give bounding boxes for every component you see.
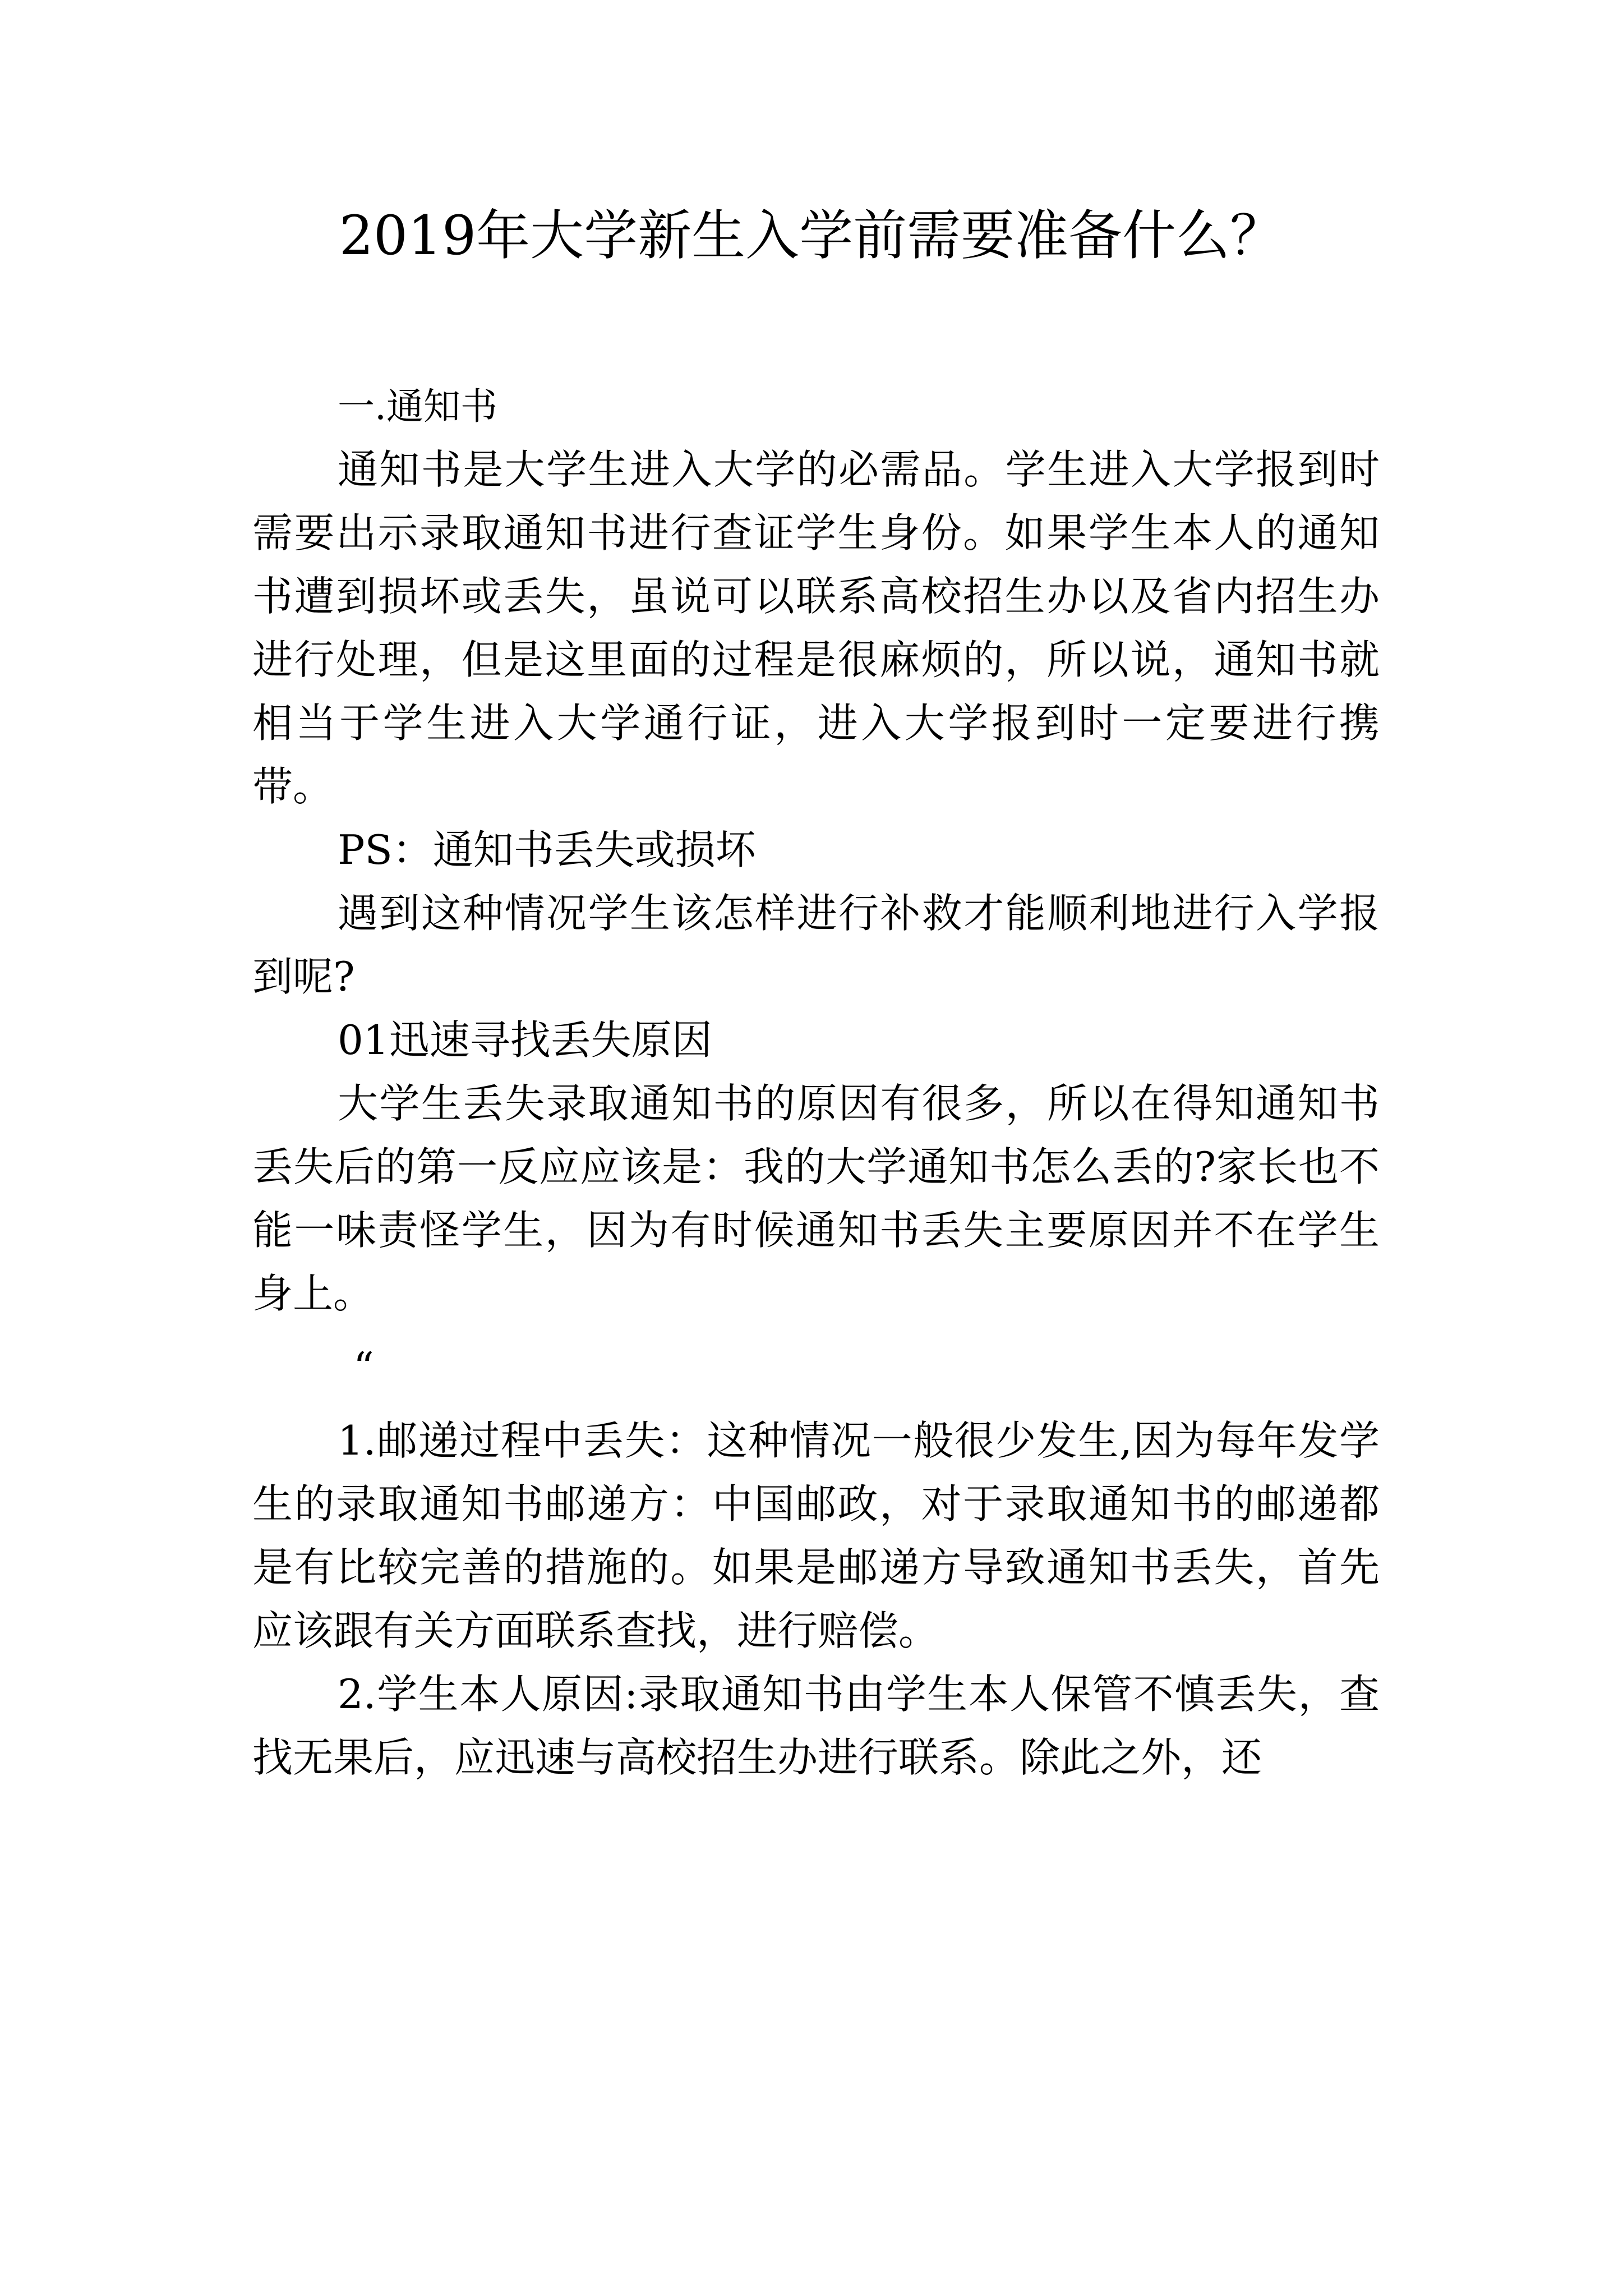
quote-mark: “: [353, 1343, 374, 1391]
body-paragraph: 大学生丢失录取通知书的原因有很多，所以在得知通知书丢失后的第一反应应该是：我的大学通知书怎么丢的?家长也不能一味责怪学生，因为有时候通知书丢失主要原因并不在学生身上。: [252, 1080, 1380, 1317]
body-paragraph: 通知书是大学生进入大学的必需品。学生进入大学报到时需要出示录取通知书进行查证学生身份。如果学生本人的通知书遭到损坏或丢失，虽说可以联系高校招生办以及省内招生办进行处理，但是这里面的过程是很麻烦的，所以说，通知书就相当于学生进入大学通行证，进入大学报到时一定要进行携带。: [252, 446, 1380, 810]
document-title: 2019年大学新生入学前需要准备什么？: [339, 204, 1284, 267]
ps-heading: PS：通知书丢失或损坏: [338, 826, 756, 873]
document-body: [252, 375, 1380, 1789]
body-paragraph: 遇到这种情况学生该怎样进行补救才能顺利地进行入学报到呢?: [252, 890, 1380, 1000]
section-heading: 一.通知书: [338, 385, 497, 428]
list-item-paragraph: 1.邮递过程中丢失：这种情况一般很少发生,因为每年发学生的录取通知书邮递方：中国邮政，对于录取通知书的邮递都是有比较完善的措施的。如果是邮递方导致通知书丢失，首先应该跟有关方面联系查找，进行赔偿。: [252, 1417, 1380, 1654]
subsection-heading: 01迅速寻找丢失原因: [338, 1016, 712, 1064]
list-item-paragraph: 2.学生本人原因:录取通知书由学生本人保管不慎丢失，查找无果后，应迅速与高校招生办进行联系。除此之外，还: [252, 1671, 1380, 1781]
